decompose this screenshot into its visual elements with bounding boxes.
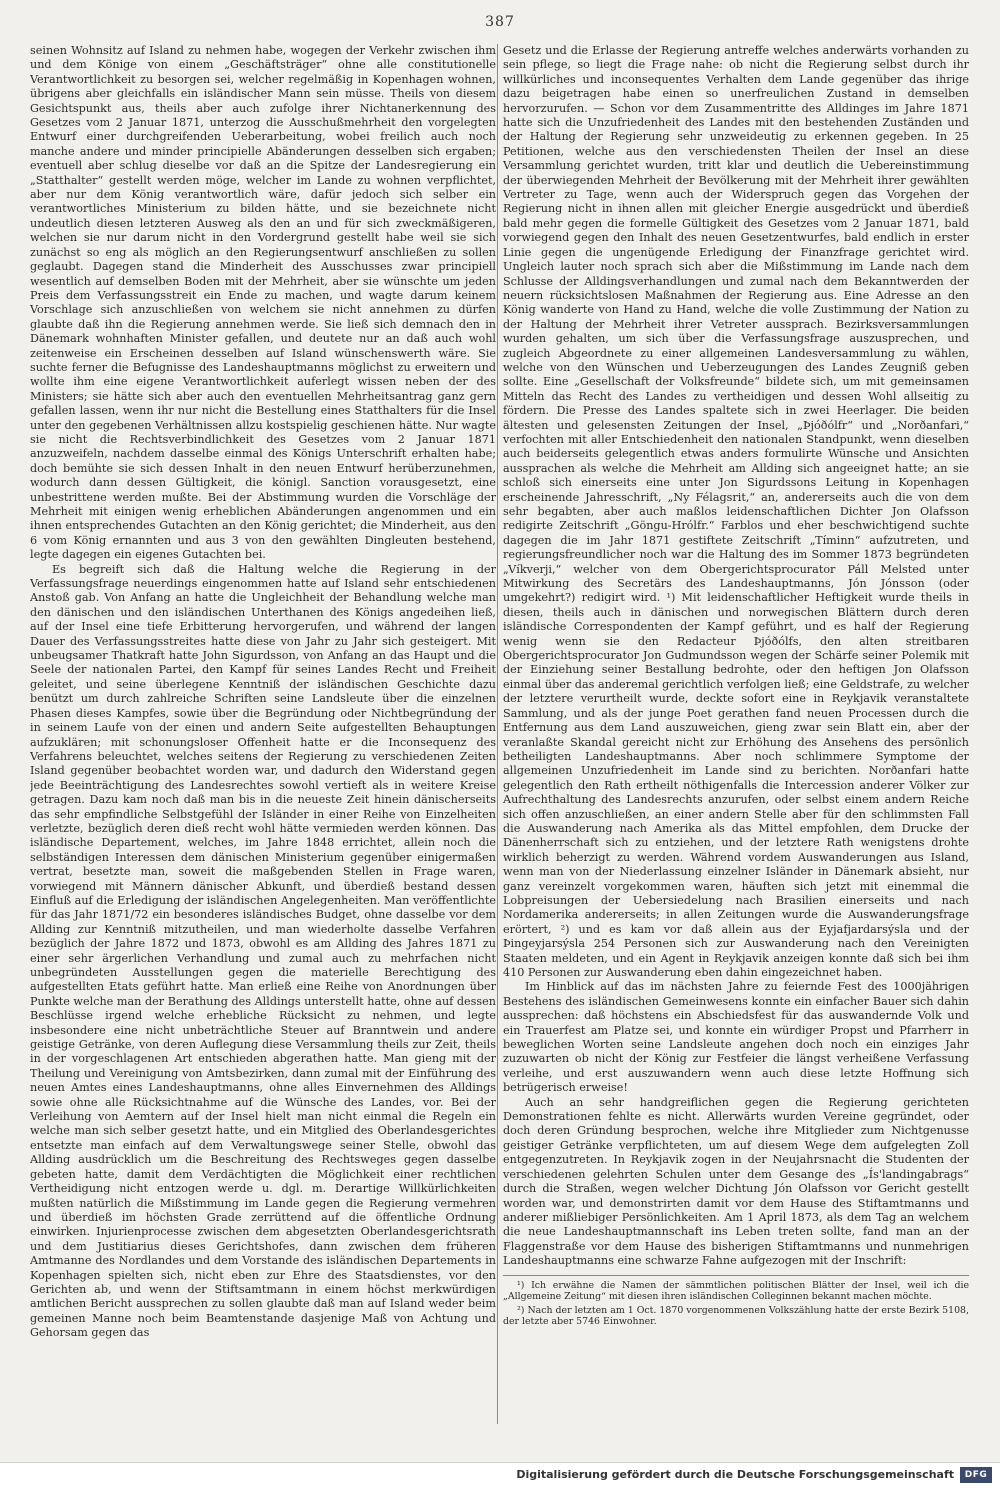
- footnotes: [503, 1275, 969, 1328]
- left-column: [30, 44, 496, 1432]
- footnote-1: ¹) Ich erwähne die Namen der sämmtlichen politischen Blätter der Insel, weil ich die „Allgemeine Zeitung“ mit diesen ihren isländischen Colleginnen bekannt machen möchte.: [503, 1279, 969, 1303]
- right-paragraph-3: Auch an sehr handgreiflichen gegen die Regierung gerichteten Demonstrationen fehlte es nicht. Allerwärts wurden Vereine gegründet, oder doch deren Gründung besprochen, welche ihre Mitglieder zum Nichtgenusse geistiger Getränke verpflichteten, um auf diesem Wege dem aufgelegten Zoll entgegenzutreten. In Reykjavik zogen in der Neujahrsnacht die Studenten der verschiedenen gelehrten Schulen unter dem Gesange des „Ís'landingabrags“ durch die Straßen, wegen welcher Dichtung Jón Olafsson vor Gericht gestellt worden war, und demonstrirten damit vor dem Hause des Stiftamtmanns und anderer mißliebiger Persönlichkeiten. Am 1 April 1873, als dem Tag an welchem die neue Landeshauptmannschaft ins Leben treten sollte, fand man an der Flaggenstraße vor dem Hause des bisherigen Stiftamtmanns und nunmehrigen Landeshauptmanns eine schwarze Fahne aufgezogen mit der Inschrift:: [503, 1095, 969, 1268]
- right-paragraph-2: Im Hinblick auf das im nächsten Jahre zu feiernde Fest des 1000jährigen Bestehens des isländischen Gemeinwesens konnte ein einfacher Bauer sich dahin aussprechen: daß höchstens ein Abschiedsfest für das auswandernde Volk und ein Trauerfest am Platze sei, und konnte ein würdiger Propst und Pfarrherr in beweglichen Worten seine Landsleute angehen doch noch ein einziges Jahr zuzuwarten ob nicht der König zur Festfeier die längst verheißene Verfassung verleihe, und erst auszuwandern wenn auch diese letzte Hoffnung sich betrügerisch erweise!: [503, 980, 969, 1095]
- column-divider: [497, 44, 498, 1424]
- footnote-2: ²) Nach der letzten am 1 Oct. 1870 vorgenommenen Volkszählung hatte der erste Bezirk 5108, der letzte aber 5746 Einwohner.: [503, 1304, 969, 1328]
- left-paragraph-1: seinen Wohnsitz auf Island zu nehmen habe, wogegen der Verkehr zwischen ihm und dem Könige von einem „Geschäftsträger“ ohne alle constitutionelle Verantwortlichkeit zu besorgen sei, welcher regelmäßig in Kopenhagen wohnen, übrigens aber gleichfalls ein isländischer Mann sein müsse. Theils von diesem Gesichtspunkt aus, theils aber auch zufolge ihrer Nichtanerkennung des Gesetzes vom 2 Januar 1871, unterzog die Ausschußmehrheit den vorgelegten Entwurf einer durchgreifenden Ueberarbeitung, wobei freilich auch noch manche andere und minder principielle Abänderungen desselben sich ergaben; eventuell aber schlug dieselbe vor daß an die Spitze der Landesregierung ein „Statthalter“ gestellt werden möge, welcher im Lande zu wohnen verpflichtet, aber nur dem König verantwortlich wäre, dafür jedoch sich selber ein verantwortliches Ministerium zu bilden hätte, und sie bezeichnete nicht undeutlich diesen letzteren Ausweg als den an und für sich zweckmäßigeren, welchen sie nur darum nicht in den Vordergrund gestellt habe weil sie sich zunächst so eng als möglich an den Regierungsentwurf anschließen zu sollen geglaubt. Dagegen stand die Minderheit des Ausschusses zwar principiell wesentlich auf demselben Boden mit der Mehrheit, aber sie wünschte um jeden Preis dem Verfassungsstreit ein Ende zu machen, und wagte darum keinem Vorschlage sich anzuschließen von welchem sie nicht annehmen zu dürfen glaubte daß ihn die Regierung annehmen werde. Sie ließ sich demnach den in Dänemark wohnhaften Minister gefallen, und deutete nur an daß auch wohl zeitenweise ein Erscheinen desselben auf Island wünschenswerth wäre. Sie suchte ferner die Befugnisse des Landeshauptmanns möglichst zu erweitern und wollte ihm eine eigene Verantwortlichkeit auferlegt wissen neben der des Ministers; sie hätte sich aber auch den eventuellen Mehrheitsantrag ganz gern gefallen lassen, wenn ihr nur nicht die Bestellung eines Statthalters für die Insel unter den gegebenen Verhältnissen allzu kostspielig geschienen hätte. Nur wagte sie nicht die Rechtsverbindlichkeit des Gesetzes vom 2 Januar 1871 anzuzweifeln, nachdem dasselbe einmal des Königs Unterschrift erhalten habe; doch bemühte sie sich dessen Inhalt in den neuen Entwurf herüberzunehmen, wodurch dann dessen Gültigkeit, die königl. Sanction vorausgesetzt, eine unbestrittene werden mußte. Bei der Abstimmung wurden die Vorschläge der Mehrheit mit einigen wenig erheblichen Abänderungen angenommen und ein ihnen entsprechendes Gutachten an den König gerichtet; die Minderheit, aus den 6 vom König ernannten und aus 3 von den gewählten Dingleuten bestehend, legte dagegen ein eigenes Gutachten bei.: [30, 44, 496, 562]
- left-paragraph-2: Es begreift sich daß die Haltung welche die Regierung in der Verfassungsfrage neuerdings eingenommen hatte auf Island sehr entschiedenen Anstoß gab. Von Anfang an hatte die Ungleichheit der Behandlung welche man den dänischen und den isländischen Unterthanen des Königs angedeihen ließ, auf der Insel eine tiefe Erbitterung hervorgerufen, und während der langen Dauer des Verfassungsstreites hatte diese von Jahr zu Jahr sich gesteigert. Mit unbeugsamer Thatkraft hatte John Sigurdsson, von Anfang an das Haupt und die Seele der nationalen Partei, den Kampf für seines Landes Recht und Freiheit geleitet, und seine überlegene Kenntniß der isländischen Geschichte dazu benützt um durch zahlreiche Schriften seine Landsleute über die einzelnen Phasen dieses Kampfes, sowie über die Begründung oder Nichtbegründung der in seinem Laufe von der einen und andern Seite aufgestellten Behauptungen aufzuklären; mit schonungsloser Offenheit hatte er die Inconsequenz des Verfahrens beleuchtet, welches seitens der Regierung zu verschiedenen Zeiten Island gegenüber beobachtet worden war, und dadurch den Widerstand gegen jede Beeinträchtigung des Landesrechtes sowohl vertieft als in weitere Kreise getragen. Dazu kam noch daß man bis in die neueste Zeit hinein dänischerseits das sehr empfindliche Selbstgefühl der Isländer in einer Reihe von Einzelheiten verletzte, bezüglich deren dieß recht wohl hätte vermieden werden können. Das isländische Departement, welches, im Jahre 1848 errichtet, allein noch die selbständigen Interessen dem dänischen Ministerium gegenüber einigermaßen vertrat, besetzte man, soweit die maßgebenden Stellen in Frage waren, vorwiegend mit Männern dänischer Abkunft, und überdieß bestand dessen Einfluß auf die Erledigung der isländischen Angelegenheiten. Man veröffentlichte für das Jahr 1871/72 ein besonderes isländisches Budget, ohne dasselbe vor dem Allding zur Kenntniß mitzutheilen, und man wiederholte dasselbe Verfahren bezüglich der Jahre 1872 und 1873, obwohl es am Allding des Jahres 1871 zu einer sehr ärgerlichen Verhandlung und zumal auch zu mehrfachen nicht unbegründeten Ausstellungen gegen die materielle Berechtigung des aufgestellten Etats geführt hatte. Man erließ eine Reihe von Anordnungen über Punkte welche man der Berathung des Alldings unterstellt hatte, ohne auf dessen Beschlüsse irgend welche erhebliche Rücksicht zu nehmen, und legte insbesondere eine nicht unbeträchtliche Steuer auf Branntwein und andere geistige Getränke, von deren Auflegung diese Versammlung theils zur Zeit, theils in der vorgeschlagenen Art entschieden abgerathen hatte. Man gieng mit der Theilung und Vereinigung von Amtsbezirken, dann zumal mit der Einführung des neuen Amtes eines Landeshauptmanns, ohne alles Einvernehmen des Alldings sowie ohne alle Rücksichtnahme auf die Wünsche des Landes, vor. Bei der Verleihung von Aemtern auf der Insel hielt man nicht einmal die Regeln ein welche man sich selber gesetzt hatte, und ein Mitglied des Oberlandesgerichtes entsetzte man einfach auf dem Verwaltungswege seiner Stelle, obwohl das Allding ausdrücklich um die Beschreitung des Rechtsweges gegen dasselbe gebeten hatte, damit dem Verdächtigten die Möglichkeit einer rechtlichen Vertheidigung nicht entzogen werde u. dgl. m. Derartige Willkürlichkeiten mußten natürlich die Mißstimmung im Lande gegen die Regierung vermehren und überdieß im höchsten Grade zerrüttend auf die öffentliche Ordnung einwirken. Injurienprocesse zwischen dem abgesetzten Oberlandesgerichtsrath und dem Justitiarius dieses Gerichtshofes, dann zwischen dem früheren Amtmanne des Nordlandes und dem Vorstande des isländischen Departements in Kopenhagen spielten sich, nicht eben zur Ehre des Staatsdienstes, vor den Gerichten ab, und wenn der Stiftsamtmann in einem höchst merkwürdigen amtlichen Bericht aussprechen zu sollen glaubte daß man auf Island weder beim gemeinen Manne noch beim Beamtenstande dasjenige Maß von Achtung und Gehorsam gegen das: [30, 562, 496, 1340]
- right-column: [503, 44, 969, 1432]
- funding-credit: Digitalisierung gefördert durch die Deutsche Forschungsgemeinschaft: [516, 1468, 954, 1481]
- dfg-logo-icon: DFG: [960, 1467, 992, 1483]
- credit-bar: [0, 1462, 1000, 1488]
- right-paragraph-1: Gesetz und die Erlasse der Regierung antreffe welches anderwärts vorhanden zu sein pflege, so liegt die Frage nahe: ob nicht die Regierung selbst durch ihr willkürliches und inconsequentes Verhalten dem Lande gegenüber das ihrige dazu beigetragen habe einen so unerfreulichen Zustand in demselben hervorzurufen. — Schon vor dem Zusammentritte des Alldinges im Jahre 1871 hatte sich die Unzufriedenheit des Landes mit den bestehenden Zuständen und der Haltung der Regierung sehr unzweideutig zu erkennen gegeben. In 25 Petitionen, welche aus den verschiedensten Theilen der Insel an diese Versammlung gerichtet wurden, tritt klar und deutlich die Uebereinstimmung der überwiegenden Mehrheit der Bevölkerung mit der Mehrheit ihrer gewählten Vertreter zu Tage, wenn auch der Widerspruch gegen das Vorgehen der Regierung nicht in ihnen allen mit gleicher Energie ausgedrückt und überdieß bald mehr gegen die formelle Gültigkeit des Gesetzes vom 2 Januar 1871, bald vorwiegend gegen den Inhalt des neuen Gesetzentwurfes, bald endlich in erster Linie gegen die ungenügende Erledigung der Finanzfrage gerichtet wird. Ungleich lauter noch sprach sich aber die Mißstimmung im Lande nach dem Schlusse der Alldingsverhandlungen und zumal nach dem Bekanntwerden der neuern rücksichtslosen Maßnahmen der Regierung aus. Eine Adresse an den König wanderte von Hand zu Hand, welche die volle Zustimmung der Nation zu der Haltung der Mehrheit ihrer Vetreter aussprach. Bezirksversammlungen wurden gehalten, um sich über die Verfassungsfrage auszusprechen, und zugleich Abgeordnete zu einer allgemeinen Landesversammlung zu wählen, welche von den Wünschen und Ueberzeugungen des Landes Zeugniß geben sollte. Eine „Gesellschaft der Volksfreunde“ bildete sich, um mit gemeinsamen Mitteln das Recht des Landes zu vertheidigen und dessen Wohl allseitig zu fördern. Die Presse des Landes spaltete sich in zwei Heerlager. Die beiden ältesten und gelesensten Zeitungen der Insel, „Þjóðólfr“ und „Norðanfari,“ verfochten mit aller Entschiedenheit den nationalen Standpunkt, wenn dieselben auch beiderseits gelegentlich etwas anders formulirte Wünsche und Ansichten aussprachen als welche die Mehrheit am Allding sich angeeignet hatte; an sie schloß sich einerseits eine unter Jon Sigurdssons Leitung in Kopenhagen erscheinende Jahresschrift, „Ny Félagsrit,“ an, andererseits auch die von dem sehr begabten, aber auch maßlos leidenschaftlichen Dichter Jon Olafsson redigirte Zeitschrift „Göngu-Hrólfr.“ Farblos und eher beschwichtigend suchte dagegen die im Jahr 1871 gestiftete Zeitschrift „Tíminn“ aufzutreten, und regierungsfreundlicher noch war die Haltung des im Sommer 1873 begründeten „Víkverji,“ welcher von dem Obergerichtsprocurator Páll Melsted unter Mitwirkung des Secretärs des Landeshauptmanns, Jón Jónsson (oder umgekehrt?) redigirt wird. ¹) Mit leidenschaftlicher Heftigkeit wurde theils in diesen, theils auch in dänischen und norwegischen Blättern durch deren isländische Correspondenten der Kampf geführt, und es half der Regierung wenig wenn sie den Redacteur Þjóðólfs, den alten streitbaren Obergerichtsprocurator Jon Gudmundsson wegen der Schärfe seiner Polemik mit der Einziehung seiner Bestallung bedrohte, oder den heftigen Jon Olafsson einmal über das anderemal gerichtlich verfolgen ließ; eine Geldstrafe, zu welcher der letztere verurtheilt wurde, deckte sofort eine in Reykjavik veranstaltete Sammlung, und als der junge Poet gerathen fand neuen Processen durch die Entfernung aus dem Land auszuweichen, gieng zwar sein Blatt ein, aber der veranlaßte Skandal gereicht nicht zur Erhöhung des Ansehens des persönlich betheiligten Landeshauptmanns. Aber noch schlimmere Symptome der allgemeinen Unzufriedenheit im Lande sind zu berichten. Norðanfari hatte gelegentlich den Rath ertheilt nöthigenfalls die Intercession anderer Völker zur Aufrechthaltung des Landesrechts anzurufen, oder selbst einem andern Reiche sich offen anzuschließen, an einer andern Stelle aber für den schlimmsten Fall die Auswanderung nach Amerika als das Mittel empfohlen, dem Drucke der Dänenherrschaft sich zu entziehen, und der letztere Rath wenigstens drohte wirklich beherzigt zu werden. Während vordem Auswanderungen aus Island, wenn man von der Niederlassung einzelner Isländer in Dänemark absieht, nur ganz vereinzelt vorgekommen waren, häuften sich jetzt mit einemmal die Lobpreisungen der Uebersiedelung nach Brasilien einerseits und nach Nordamerika andererseits; in allen Zeitungen wurde die Auswanderungsfrage erörtert, ²) und es kam vor daß allein aus der Eyjafjardarsýsla und der Þingeyjarsýsla 254 Personen sich zur Auswanderung nach den Vereinigten Staaten meldeten, und ein Agent in Reykjavik anzeigen konnte daß sich bei ihm 410 Personen zur Auswanderung eben dahin eingezeichnet haben.: [503, 44, 969, 979]
- page-number: 387: [485, 14, 515, 30]
